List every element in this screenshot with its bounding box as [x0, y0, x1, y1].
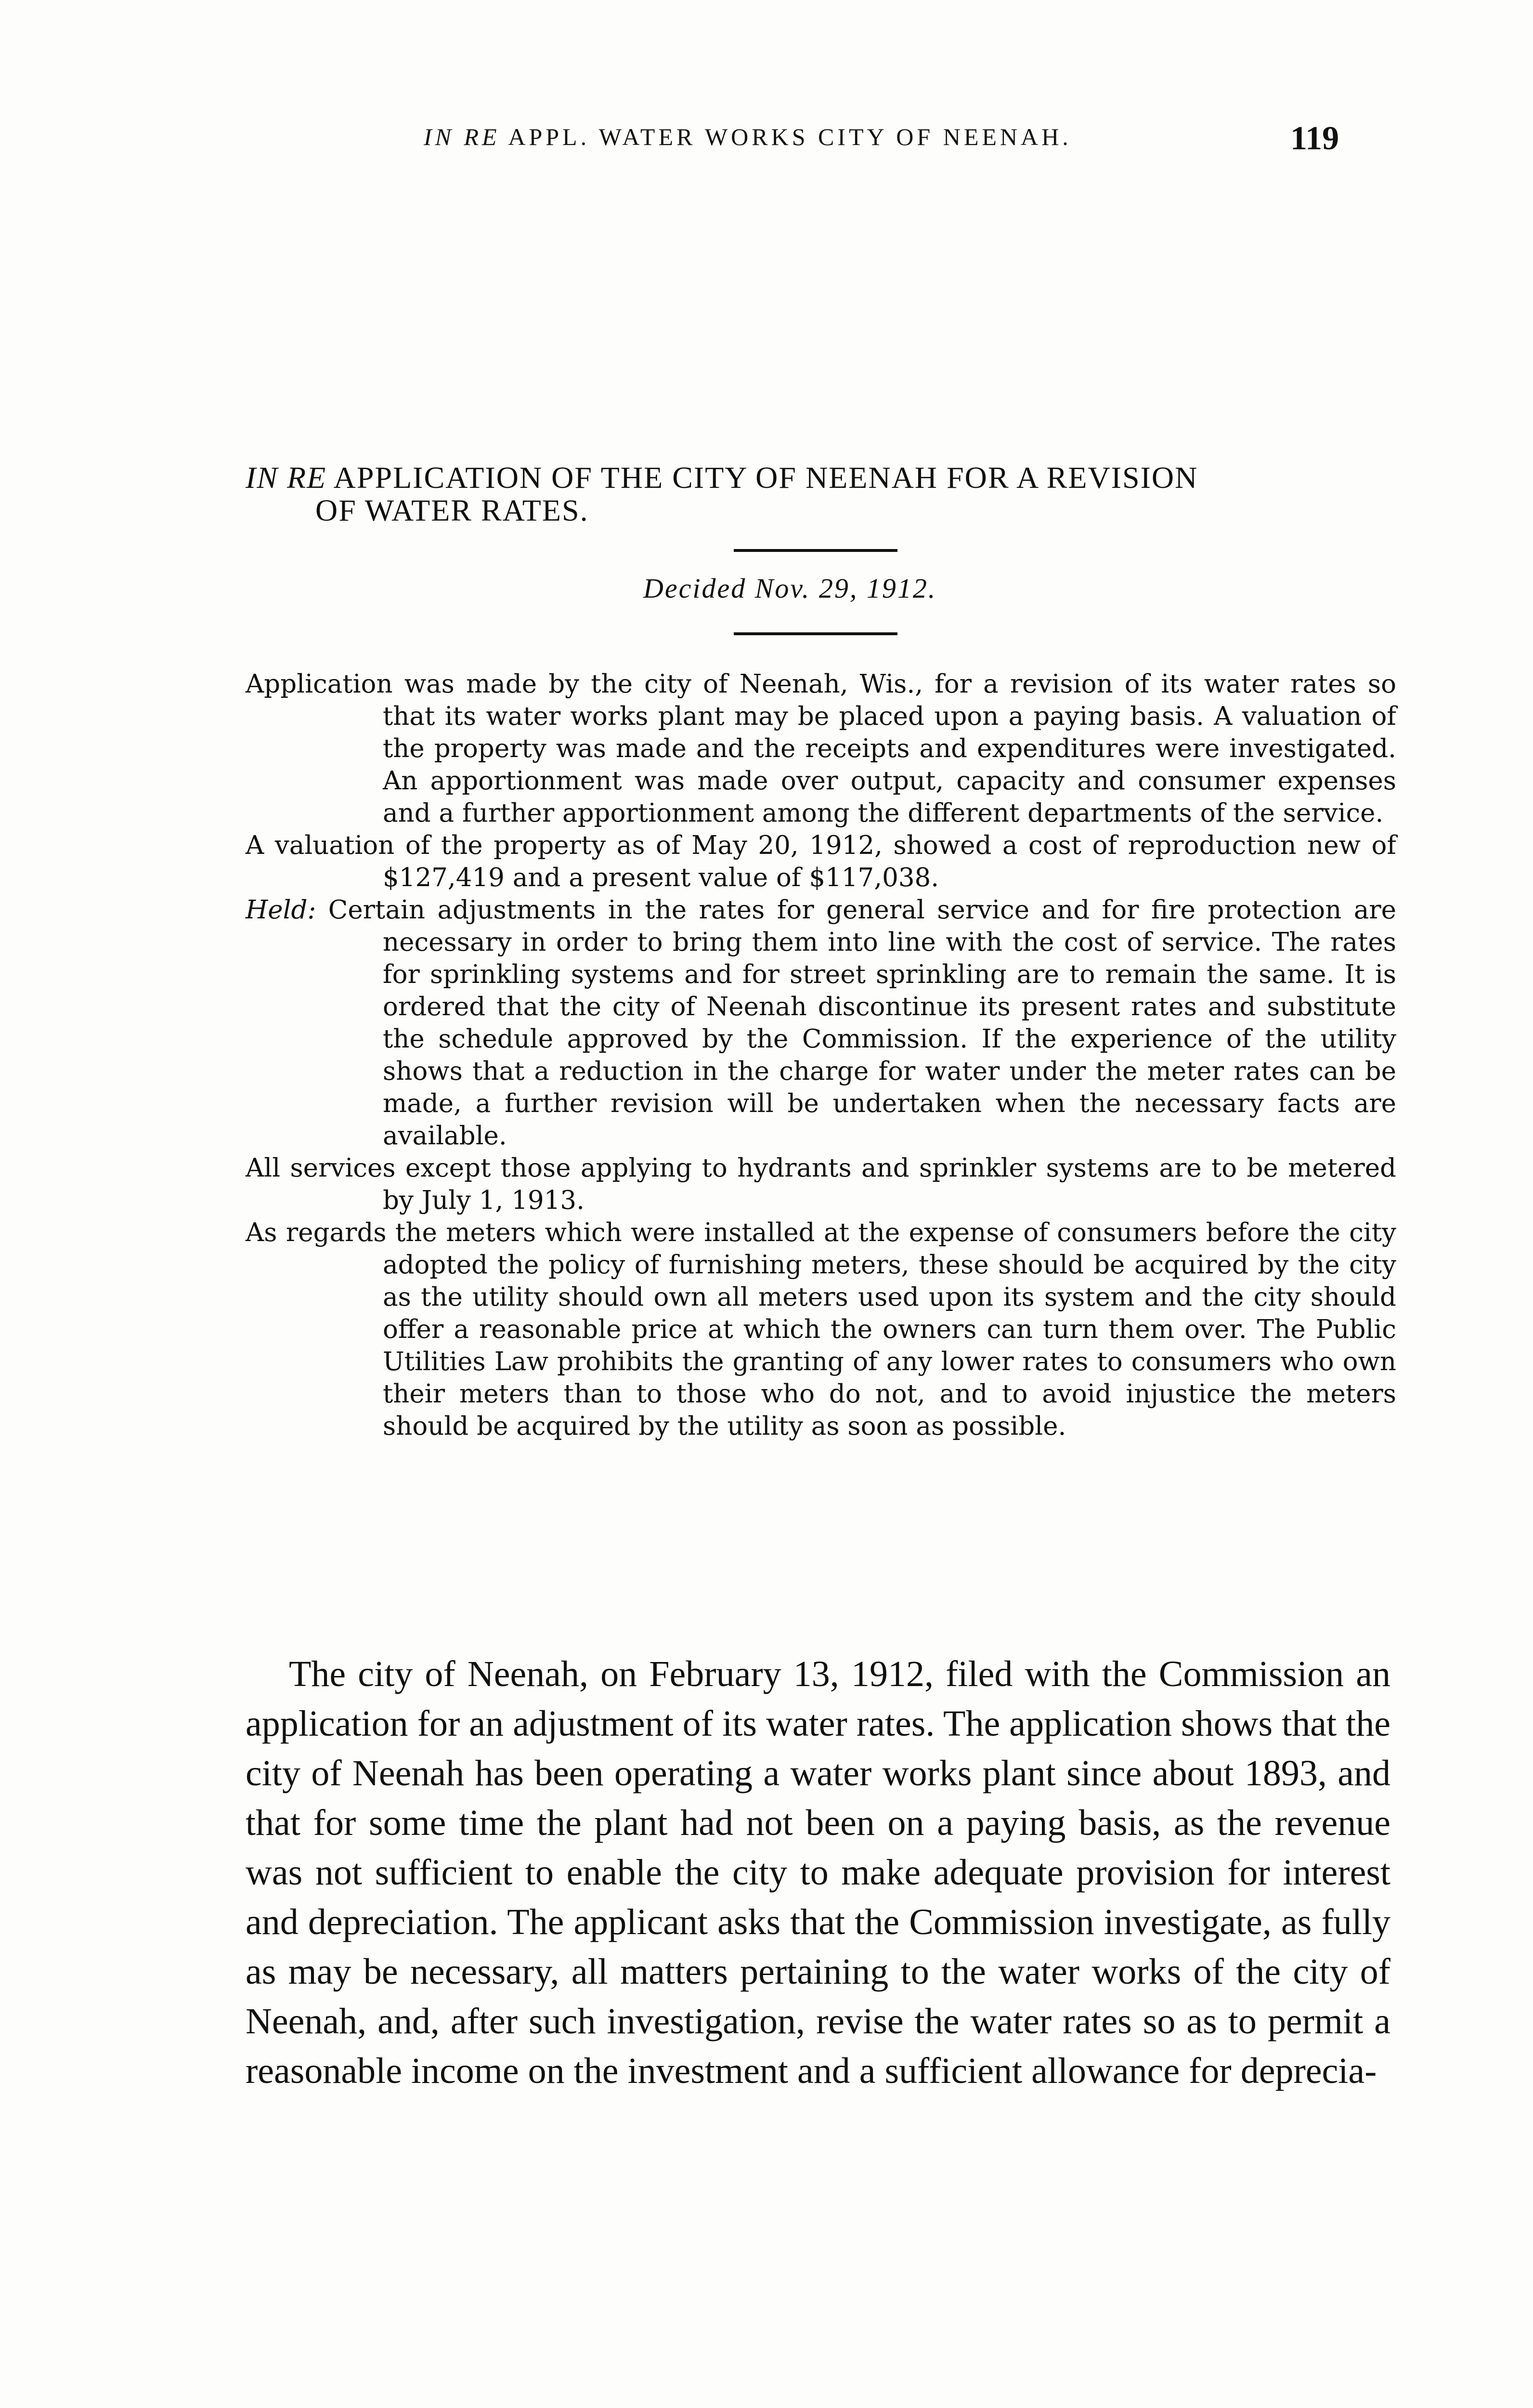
opinion-paragraph: The city of Neenah, on February 13, 1912, filed with the Commission an application for an adjustment of its water rates. The application shows that the city of Neenah has been operating a water works plant since about 1893, and that for some time the plant had not been on a paying basis, as the revenue was not sufficient to enable the city to make adequate provision for interest and depreciation. The applicant asks that the Commission investigate, as fully as may be necessary, all matters pertaining to the water works of the city of Neenah, and, after such investigation, revise the water rates so as to permit a reasonable income on the investment and a sufficient allowance for deprecia-: [246, 1654, 1390, 2091]
headnote-application: Application was made by the city of Neenah, Wis., for a revision of its water rates so that its water works plant may be placed upon a paying basis. A valuation of the property was made and the receipts and expenditures were investigated. An apportionment was made over output, capacity and consumer expenses and a further apportionment among the different departments of the service.: [246, 669, 1396, 828]
headnote-held: [246, 894, 1396, 1152]
running-head-italic: IN RE: [424, 123, 500, 150]
case-title-line-2: OF WATER RATES.: [315, 493, 589, 527]
case-title: [246, 461, 1425, 527]
page-number: 119: [1290, 120, 1339, 157]
headnote-valuation: A valuation of the property as of May 20, 1912, showed a cost of reproduction new of $127,419 and a present value of $117,038.: [246, 831, 1396, 892]
running-head-text: APPL. WATER WORKS CITY OF NEENAH.: [500, 123, 1072, 150]
decided-divider-rule: [734, 632, 897, 635]
running-head: [424, 123, 1072, 151]
title-divider-rule: [734, 549, 897, 552]
headnotes: [246, 668, 1396, 1442]
held-text: Certain adjustments in the rates for general service and for fire protection are necessary in order to bring them into line with the cost of service. The rates for sprinkling systems and for street sprinkling are to remain the same. It is ordered that the city of Neenah discontinue its present rates and substitute the schedule approved by the Commission. If the experience of the utility shows that a reduction in the charge for water under the meter rates can be made, a further revision will be undertaken when the necessary facts are available.: [316, 895, 1396, 1151]
headnote-metering: All services except those applying to hydrants and sprinkler systems are to be metered by July 1, 1913.: [246, 1153, 1396, 1215]
case-title-line-1: [246, 461, 1425, 494]
headnote-meters-acquisition: As regards the meters which were installed at the expense of consumers before the city adopted the policy of furnishing meters, these should be acquired by the city as the utility should own all meters used upon its system and the city should offer a reasonable price at which the owners can turn them over. The Public Utilities Law prohibits the granting of any lower rates to consumers who own their meters than to those who do not, and to avoid injustice the meters should be acquired by the utility as soon as possible.: [246, 1218, 1396, 1441]
case-title-italic: IN RE: [246, 460, 327, 495]
decided-date: Decided Nov. 29, 1912.: [643, 573, 937, 604]
held-label: Held:: [246, 895, 316, 925]
case-title-line-1-text: APPLICATION OF THE CITY OF NEENAH FOR A REVISION: [326, 460, 1198, 495]
